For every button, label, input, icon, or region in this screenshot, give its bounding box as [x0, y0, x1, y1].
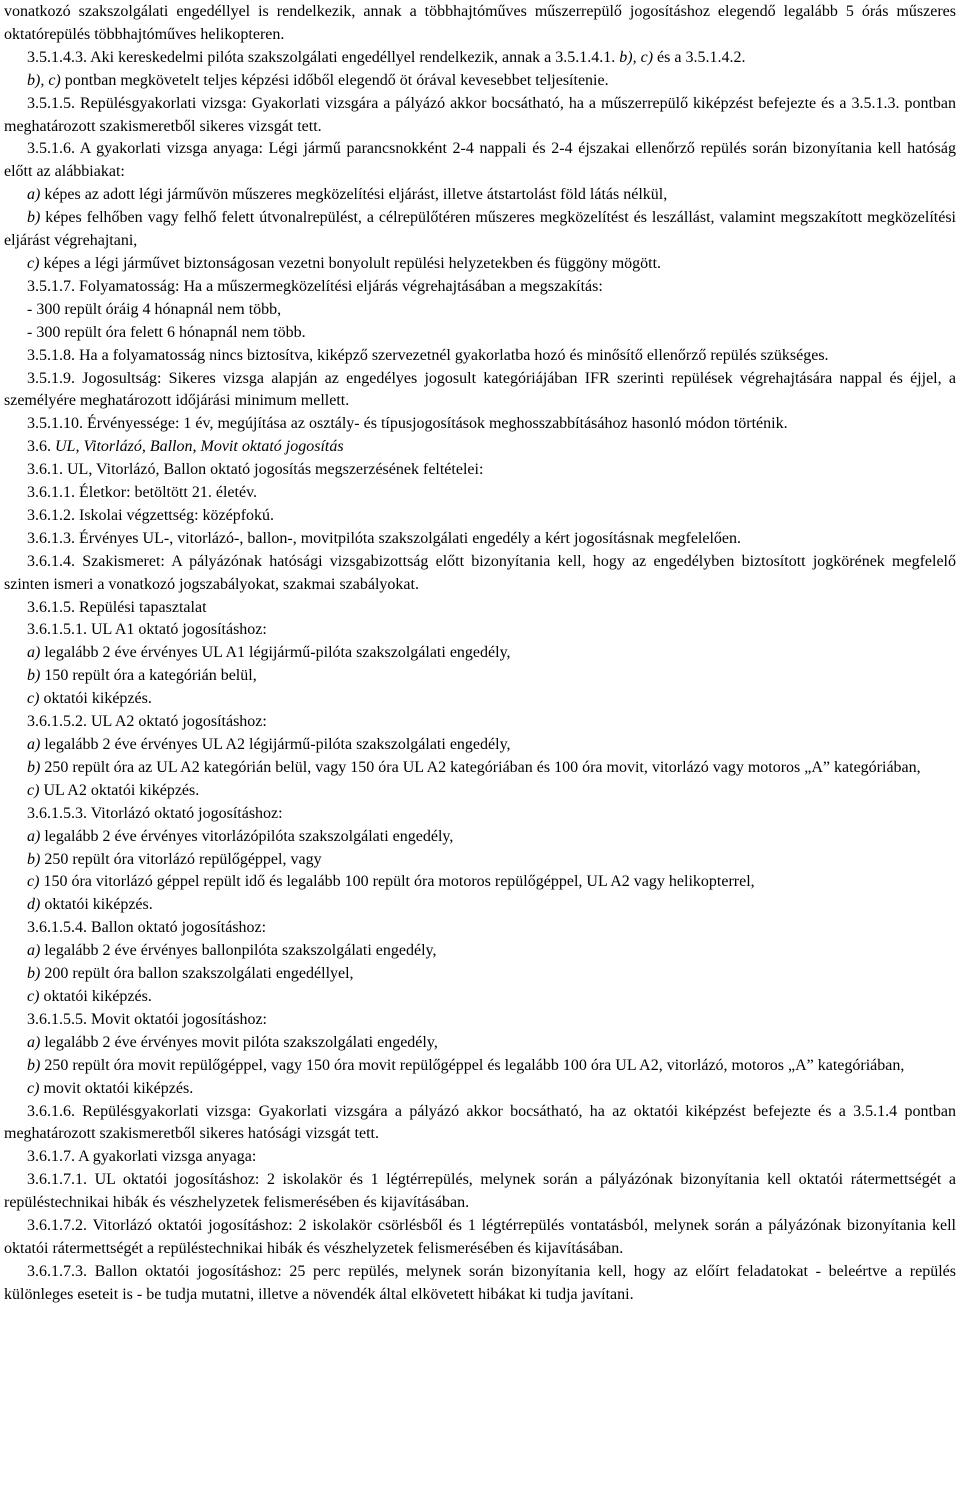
paragraph — [4, 551, 956, 597]
italic-text: a) — [27, 644, 41, 662]
text-run: 3.6.1.5.2. UL A2 oktató jogosításhoz: — [27, 713, 267, 731]
text-run: 3.6. — [27, 438, 55, 456]
text-run: - 300 repült óráig 4 hónapnál nem több, — [27, 300, 282, 318]
paragraph — [4, 436, 956, 459]
text-run: 3.6.1.7. A gyakorlati vizsga anyaga: — [27, 1148, 257, 1166]
text-run: 3.5.1.9. Jogosultság: Sikeres vizsga alapján az engedélyes jogosult kategóriájában IFR szerinti repülések végrehajtására nappal és éjjel, a személyére meghatározott időjárási minimum mellett. — [4, 369, 956, 410]
paragraph — [4, 940, 956, 963]
text-run: - 300 repült óra felett 6 hónapnál nem több. — [27, 323, 306, 341]
text-run: pontban megkövetelt teljes képzési időből elegendő öt órával kevesebbet teljesítenie. — [60, 71, 609, 89]
text-run: 3.5.1.10. Érvényessége: 1 év, megújítása az osztály- és típusjogosítások meghosszabbításához hasonló módon történik. — [27, 415, 788, 433]
paragraph — [4, 1215, 956, 1261]
paragraph — [4, 803, 956, 826]
text-run: UL A2 oktatói kiképzés. — [39, 781, 200, 799]
text-run: 3.6.1.2. Iskolai végzettség: középfokú. — [27, 506, 275, 524]
paragraph — [4, 986, 956, 1009]
paragraph — [4, 894, 956, 917]
italic-text: c) — [27, 1079, 40, 1097]
italic-text: a) — [27, 186, 41, 204]
paragraph — [4, 413, 956, 436]
paragraph — [4, 1055, 956, 1078]
paragraph — [4, 619, 956, 642]
paragraph — [4, 734, 956, 757]
paragraph — [4, 482, 956, 505]
italic-text: b) — [27, 209, 41, 227]
paragraph — [4, 47, 956, 70]
paragraph — [4, 757, 956, 780]
text-run: 3.6.1.7.3. Ballon oktatói jogosításhoz: 25 perc repülés, melynek során bizonyítania kell, hogy az előírt feladatokat - beleértve a repülés különleges eseteit is - be tudja mutatni, illetve a növendék által elkövetett hibákat ki tudja javítani. — [4, 1262, 956, 1303]
italic-text: UL, Vitorlázó, Ballon, Movit oktató jogosítás — [55, 438, 344, 456]
paragraph — [4, 207, 956, 253]
paragraph — [4, 138, 956, 184]
text-run: legalább 2 éve érvényes UL A1 légijármű-pilóta szakszolgálati engedély, — [40, 644, 511, 662]
text-run: 3.6.1.6. Repülésgyakorlati vizsga: Gyakorlati vizsgára a pályázó akkor bocsátható, ha az oktatói kiképzést befejezte és a 3.5.1.4 pontban meghatározott szakismeretből sikeres hatósági vizsgát tett. — [4, 1102, 956, 1143]
text-run: legalább 2 éve érvényes UL A2 légijármű-pilóta szakszolgálati engedély, — [40, 736, 511, 753]
paragraph — [4, 826, 956, 849]
text-run: oktatói kiképzés. — [39, 987, 152, 1005]
text-run: 250 repült óra vitorlázó repülőgéppel, vagy — [40, 850, 322, 868]
text-run: 3.6.1.1. Életkor: betöltött 21. életév. — [27, 484, 258, 502]
paragraph — [4, 1101, 956, 1147]
paragraph — [4, 253, 956, 276]
text-run: 3.5.1.4.3. Aki kereskedelmi pilóta szakszolgálati engedéllyel rendelkezik, annak a 3.5.1.4.1. — [27, 48, 620, 66]
paragraph — [4, 871, 956, 894]
text-run: 3.6.1.3. Érvényes UL-, vitorlázó-, ballon-, movitpilóta szakszolgálati engedély a kért jogosításnak megfelelően. — [27, 529, 742, 547]
text-run: legalább 2 éve érvényes movit pilóta szakszolgálati engedély, — [40, 1033, 438, 1051]
text-run: vonatkozó szakszolgálati engedéllyel is rendelkezik, annak a többhajtóműves műszerrepülő jogosításhoz elegendő legalább 5 órás műszeres oktatórepülés többhajtóműves helikopteren. — [4, 3, 956, 43]
text-run: 3.6.1.5.1. UL A1 oktató jogosításhoz: — [27, 621, 267, 639]
paragraph — [4, 299, 956, 322]
paragraph — [4, 780, 956, 803]
italic-text: c) — [27, 781, 40, 799]
text-run: 200 repült óra ballon szakszolgálati engedéllyel, — [40, 965, 354, 983]
italic-text: a) — [27, 942, 41, 960]
text-run: legalább 2 éve érvényes ballonpilóta szakszolgálati engedély, — [40, 942, 437, 960]
paragraph — [4, 711, 956, 734]
paragraph — [4, 345, 956, 368]
paragraph — [4, 688, 956, 711]
italic-text: c) — [27, 987, 40, 1005]
italic-text: a) — [27, 827, 41, 845]
italic-text: a) — [27, 1033, 41, 1051]
paragraph — [4, 184, 956, 207]
paragraph — [4, 505, 956, 528]
italic-text: b) — [27, 667, 41, 685]
paragraph — [4, 322, 956, 345]
text-run: 3.6.1.7.1. UL oktatói jogosításhoz: 2 iskolakör és 1 légtérrepülés, melynek során a pályázónak bizonyítania kell oktatói rátermettségét a repüléstechnikai hibák és vészhelyzetek felismerésében és kijavításában. — [4, 1171, 956, 1212]
paragraph — [4, 665, 956, 688]
paragraph — [4, 917, 956, 940]
text-run: 150 repült óra a kategórián belül, — [40, 667, 257, 685]
text-run: legalább 2 éve érvényes vitorlázópilóta szakszolgálati engedély, — [40, 827, 454, 845]
paragraph — [4, 459, 956, 482]
paragraph — [4, 1146, 956, 1169]
paragraph — [4, 528, 956, 551]
text-run: 3.6.1.5.5. Movit oktatói jogosításhoz: — [27, 1010, 267, 1028]
text-run: 3.6.1.5. Repülési tapasztalat — [27, 598, 207, 616]
text-run: képes felhőben vagy felhő felett útvonalrepülést, a célrepülőtéren műszeres megközelítést és leszállást, valamint megszakított megközelítési eljárást végrehajtani, — [4, 209, 956, 250]
text-run: oktatói kiképzés. — [39, 690, 152, 708]
paragraph — [4, 93, 956, 139]
text-run: képes a légi járművet biztonságosan vezetni bonyolult repülési helyzetekben és függöny mögött. — [39, 254, 662, 272]
text-run: és a 3.5.1.4.2. — [653, 48, 746, 66]
paragraph — [4, 1032, 956, 1055]
text-run: 3.5.1.7. Folyamatosság: Ha a műszermegközelítési eljárás végrehajtásában a megszakítás: — [27, 277, 603, 295]
italic-text: c) — [27, 873, 40, 891]
text-run: 3.5.1.5. Repülésgyakorlati vizsga: Gyakorlati vizsgára a pályázó akkor bocsátható, ha a műszerrepülő kiképzést befejezte és a 3.5.1.3. pontban meghatározott szakismeretből sikeres vizsgát tett. — [4, 94, 956, 135]
paragraph — [4, 597, 956, 620]
paragraph — [4, 1, 956, 47]
text-run: movit oktatói kiképzés. — [39, 1079, 194, 1097]
italic-text: b) — [27, 1056, 41, 1074]
text-run: 3.5.1.8. Ha a folyamatosság nincs biztosítva, kiképző szervezetnél gyakorlatba hozó és minősítő ellenőrző repülés szükséges. — [27, 346, 829, 364]
text-run: képes az adott légi járművön műszeres megközelítési eljárást, illetve átstartolást föld látás nélkül, — [40, 186, 668, 204]
text-run: 250 repült óra az UL A2 kategórián belül, vagy 150 óra UL A2 kategóriában és 100 óra movit, vitorlázó vagy motoros „A” kategóriában, — [40, 758, 921, 776]
paragraph — [4, 1169, 956, 1215]
text-run: 3.6.1.7.2. Vitorlázó oktatói jogosításhoz: 2 iskolakör csörlésből és 1 légtérrepülés vontatásból, melynek során a pályázónak bizonyítania kell oktatói rátermettségét a repüléstechnikai hibák és vészhelyzetek felismerésében és kijavításában. — [4, 1217, 956, 1257]
italic-text: b) — [27, 965, 41, 983]
italic-text: a) — [27, 736, 41, 753]
paragraph — [4, 963, 956, 986]
paragraph — [4, 642, 956, 665]
italic-text: b) — [27, 758, 41, 776]
text-run: 3.6.1.5.3. Vitorlázó oktató jogosításhoz: — [27, 804, 283, 822]
text-run: 3.6.1.4. Szakismeret: A pályázónak hatósági vizsgabizottság előtt bizonyítania kell, hogy az engedélyben biztosított jogkörének megfelelő szinten ismeri a vonatkozó jogszabályokat, szakmai szabályokat. — [4, 552, 956, 593]
paragraph — [4, 849, 956, 872]
italic-text: b), c) — [619, 48, 654, 66]
text-run: 250 repült óra movit repülőgéppel, vagy 150 óra movit repülőgéppel és legalább 100 óra UL A2, vitorlázó, motoros „A” kategóriában, — [40, 1056, 905, 1074]
text-run: 3.5.1.6. A gyakorlati vizsga anyaga: Légi jármű parancsnokként 2-4 nappali és 2-4 éjszakai ellenőrző repülés során bizonyítania kell hatóság előtt az alábbiakat: — [4, 140, 956, 181]
text-run: 3.6.1.5.4. Ballon oktató jogosításhoz: — [27, 919, 267, 937]
paragraph — [4, 1261, 956, 1307]
text-run: oktatói kiképzés. — [40, 896, 153, 914]
paragraph — [4, 1009, 956, 1032]
paragraph — [4, 368, 956, 414]
italic-text: c) — [27, 254, 40, 272]
italic-text: b) — [27, 850, 41, 868]
italic-text: b), c) — [27, 71, 61, 89]
italic-text: d) — [27, 896, 41, 914]
italic-text: c) — [27, 690, 40, 708]
text-run: 3.6.1. UL, Vitorlázó, Ballon oktató jogosítás megszerzésének feltételei: — [27, 461, 484, 479]
text-run: 150 óra vitorlázó géppel repült idő és legalább 100 repült óra motoros repülőgéppel, UL A2 vagy helikopterrel, — [39, 873, 755, 891]
paragraph — [4, 70, 956, 93]
paragraph — [4, 276, 956, 299]
paragraph — [4, 1078, 956, 1101]
